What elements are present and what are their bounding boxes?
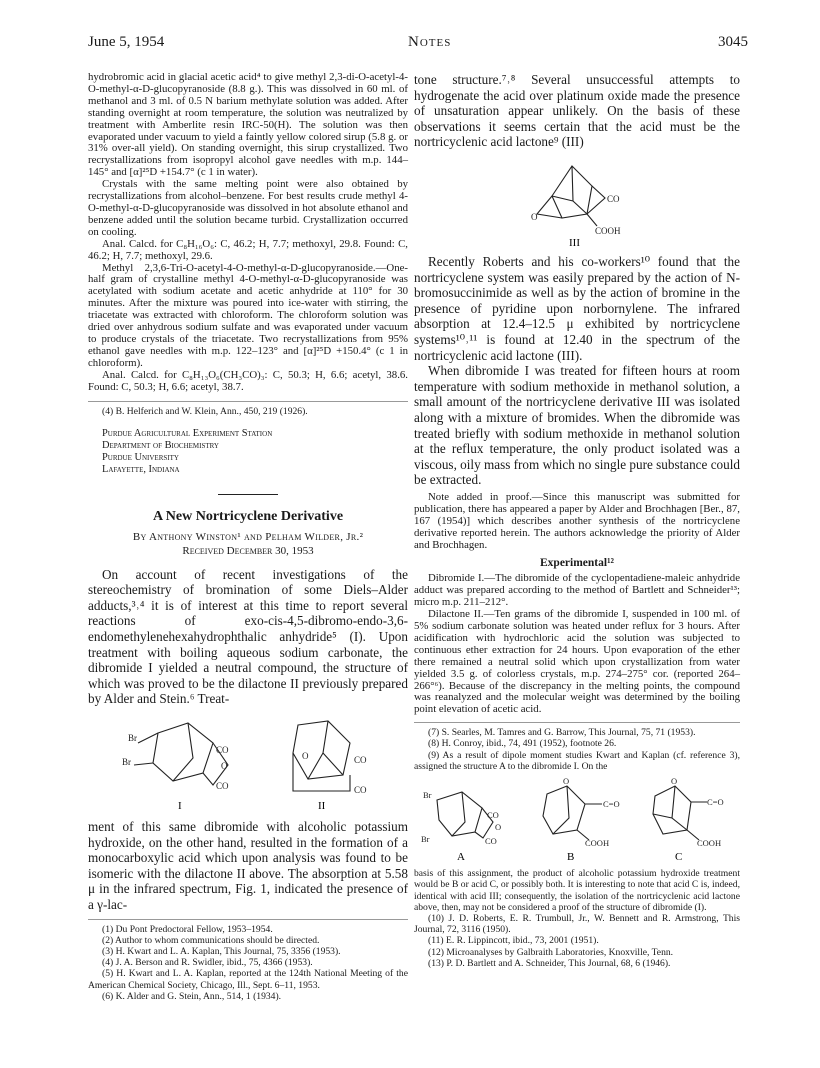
affiliation-line: Department of Biochemistry <box>102 439 219 451</box>
svg-text:O: O <box>495 822 502 833</box>
received-date: Received December 30, 1953 <box>182 544 314 557</box>
svg-text:COOH: COOH <box>585 838 610 849</box>
footnote: (10) J. D. Roberts, E. R. Trumbull, Jr., W. Bennett and R. Armstrong, This Journal, 72, 3116 (1950). <box>414 912 740 936</box>
svg-text:CO: CO <box>607 193 620 204</box>
analysis-paragraph: Anal. Calcd. for C₈H₁₃O₆(CH₃CO)₃: C, 50.3; H, 6.6; acetyl, 38.6. Found: C, 50.3; H, 6.6; acetyl, 38.7. <box>88 368 408 393</box>
footnote: (2) Author to whom communications should be directed. <box>102 934 320 946</box>
affiliation-line: Lafayette, Indiana <box>102 463 180 475</box>
footnote: (11) E. R. Lippincott, ibid., 73, 2001 (1951). <box>428 935 599 947</box>
svg-text:C=O: C=O <box>707 797 724 808</box>
experimental-heading: Experimental¹² <box>540 557 614 570</box>
svg-text:O: O <box>302 751 309 762</box>
svg-text:CO: CO <box>487 810 499 821</box>
affiliation-line: Purdue Agricultural Experiment Station <box>102 427 273 439</box>
structure-iii <box>507 156 647 248</box>
footnote: (8) H. Conroy, ibid., 74, 491 (1952), footnote 26. <box>428 738 617 750</box>
svg-text:O: O <box>221 761 228 772</box>
section-divider <box>218 494 278 495</box>
footnote: (7) S. Searles, M. Tamres and G. Barrow, This Journal, 75, 71 (1953). <box>428 727 696 739</box>
svg-text:COOH: COOH <box>697 838 722 849</box>
label-i: I <box>178 800 182 813</box>
issue-date: June 5, 1954 <box>88 34 165 50</box>
paragraph: Methyl 2,3,6-Tri-O-acetyl-4-O-methyl-α-D-glucopyranoside.—One-half gram of crystalline methyl 4-O-methyl-α-D-glucopyranoside was acetylated with sodium acetate and acetic anhydride at 110° for 30 minutes. After the mixture was poured into ice-water with stirring, the triacetate was extracted with chloroform. The chloroform solution was dried over anhydrous sodium sulfate and was evaporated under vacuum to produce crystals of the triacetate. Two recrystallizations from 95% ethanol gave needles with m.p. 122–123° and [α]²⁵D +150.4° (c 1 in chloroform). <box>88 261 408 369</box>
svg-text:CO: CO <box>216 745 229 756</box>
paragraph: hydrobromic acid in glacial acetic acid⁴ to give methyl 2,3-di-O-acetyl-4-O-methyl-α-D-glucopyranoside (8.8 g.). This was dissolved in 60 ml. of methanol and 3 ml. of 0.5 N barium methylate solution was added. After standing overnight at room temperature, the solution was neutralized by treatment with Amberlite resin IRC-50(H). The solution was then evaporated under vacuum to yield a faintly yellow colored sirup (5.8 g. or 31% over-all yield). On standing overnight, this sirup crystallized. Two recrystallizations from isopropyl alcohol gave needles with m.p. 144–145° and [α]²⁵D +154.7° (c 1 in water). <box>88 71 408 179</box>
footnote: (6) K. Alder and G. Stein, Ann., 514, 1 (1934). <box>102 990 282 1002</box>
svg-text:CO: CO <box>216 781 229 792</box>
footnote-rule <box>88 401 408 402</box>
page-header <box>88 34 748 54</box>
label-ii: II <box>318 800 326 813</box>
body-paragraph: When dibromide I was treated for fifteen hours at room temperature with sodium methoxide in methanol solution, a small amount of the nortricyclene derivative III was isolated along with a mixture of bromides. When the dibromide was treated briefly with sodium methoxide in methanol solution at the reflux temperature, the only product isolated was a viscous, oily mass from which no single pure substance could be extracted. <box>414 363 740 488</box>
footnote: (5) H. Kwart and L. A. Kaplan, reported at the 124th National Meeting of the American Chemical Society, Chicago, Ill., Sept. 6–11, 1953. <box>88 968 408 991</box>
article-authors: By Anthony Winston¹ and Pelham Wilder, Jr.² <box>132 530 364 543</box>
footnote: (4) J. A. Berson and R. Swidler, ibid., 75, 4366 (1953). <box>102 957 313 969</box>
footnote: basis of this assignment, the product of alcoholic potassium hydroxide treatment would be B or acid C, or possibly both. It is interesting to note that acid C is, indeed, identical with acid III; consequently, the isolation of the nortricyclenic acid lactone above, then, may not be considered a proof of the structure of dibromide (I). <box>414 868 740 913</box>
svg-text:COOH: COOH <box>595 225 621 236</box>
footnote-rule <box>88 919 408 920</box>
svg-text:O: O <box>671 778 678 787</box>
svg-text:Br: Br <box>423 790 432 801</box>
svg-text:CO: CO <box>354 755 367 766</box>
body-paragraph: On account of recent investigations of the stereochemistry of bromination of some Diels–Alder adducts,³˒⁴ it is of interest at this time to report several reactions of exo-cis-4,5-dibromo-endo-3,6-endomethylenehexahydrophthalic anhydride⁵ (I). Upon treatment with boiling aqueous sodium carbonate, the dibromide I yielded a neutral compound, the structure of which was proved to be the dilactone II previously prepared by Alder and Stein.⁶ Treat- <box>88 566 408 707</box>
footnote: (9) As a result of dipole moment studies Kwart and Kaplan (cf. reference 3), assigned the structure A to the dibromide I. On the <box>414 749 740 772</box>
svg-text:Br: Br <box>128 733 137 744</box>
label-a: A <box>457 851 465 863</box>
svg-text:O: O <box>563 778 570 787</box>
body-paragraph: tone structure.⁷˒⁸ Several unsuccessful attempts to hydrogenate the acid over platinum oxide made the presence of unsaturation appear unlikely. On the basis of these observations it seems certain that the acid must be the nortricyclenic acid lactone⁹ (III) <box>414 72 740 150</box>
body-paragraph: Recently Roberts and his co-workers¹⁰ found that the nortricyclene system was easily prepared by the action of N-bromosuccinimide as well as by the action of bromine in the presence of pyridine upon norbornylene. The infrared absorption at 12.4–12.5 μ exhibited by nortricyclene systems¹⁰˒¹¹ is found at 12.40 in the spectrum of the nortricyclenic acid lactone (III). <box>414 253 740 363</box>
affiliation-line: Purdue University <box>102 451 179 463</box>
paragraph: Crystals with the same melting point were also obtained by recrystallizations from alcohol–benzene. For best results crude methyl 4-O-methyl-α-D-glucopyranoside was dissolved in hot absolute ethanol and benzene added until the solution became turbid. Crystallization occurred on cooling. <box>88 178 408 238</box>
structures-a-b-c <box>417 778 737 862</box>
section-title: Notes <box>408 34 452 50</box>
note-added-in-proof: Note added in proof.—Since this manuscript was submitted for publication, there has appeared a paper by Alder and Brochhagen [Ber., 87, 167 (1954)] which describes another synthesis of the nortricyclene derivative reported herein. The authors acknowledge the priority of Alder and Brochhagen. <box>414 490 740 551</box>
body-paragraph: ment of this same dibromide with alcoholic potassium hydroxide, on the other hand, resulted in the formation of a monocarboxylic acid which upon analysis was found to be isomeric with the dilactone II above. The absorption at 5.58 μ in the infrared spectrum, Fig. 1, indicated the presence of a γ-lac- <box>88 819 408 912</box>
svg-text:C=O: C=O <box>603 799 620 810</box>
experimental-paragraph: Dibromide I.—The dibromide of the cyclopentadiene-maleic anhydride adduct was prepared according to the method of Bartlett and Schneider¹³; micro m.p. 211–212°. <box>414 572 740 609</box>
left-column <box>88 72 408 1002</box>
affiliation <box>102 428 408 476</box>
experimental-paragraph: Dilactone II.—Ten grams of the dibromide I, suspended in 100 ml. of 5% sodium carbonate solution was heated under reflux for 3 hours. After acidification with hydrochloric acid the solution was subjected to continuous ether extraction for 24 hours. Upon evaporation of the ether there remained a neutral solid which upon crystallization from water yielded 3.5 g. of colorless crystals, m.p. 274–275° cor. (reported 264–266°⁶). Because of the discrepancy in the melting points, the compound was reanalyzed and the molecular weight was determined by the boiling point elevation of acetic acid. <box>414 608 740 716</box>
label-b: B <box>567 851 575 863</box>
analysis-paragraph: Anal. Calcd. for C₈H₁₆O₆: C, 46.2; H, 7.7; methoxyl, 29.8. Found: C, 46.2; H, 7.7; methoxyl, 29.6. <box>88 237 408 262</box>
structures-i-ii <box>118 713 378 813</box>
footnote: (12) Microanalyses by Galbraith Laboratories, Knoxville, Tenn. <box>428 946 674 958</box>
footnote: (13) P. D. Bartlett and A. Schneider, This Journal, 68, 6 (1946). <box>428 957 671 969</box>
svg-text:CO: CO <box>485 836 497 847</box>
svg-text:CO: CO <box>354 785 367 796</box>
label-c: C <box>675 851 683 863</box>
label-iii: III <box>569 236 580 248</box>
svg-text:O: O <box>531 211 538 222</box>
footnote-rule <box>414 722 740 723</box>
right-column <box>414 72 740 969</box>
footnote: (3) H. Kwart and L. A. Kaplan, This Journal, 75, 3356 (1953). <box>102 945 341 957</box>
footnote: (4) B. Helferich and W. Klein, Ann., 450, 219 (1926). <box>102 406 308 418</box>
page-number: 3045 <box>718 34 748 50</box>
svg-text:Br: Br <box>122 757 131 768</box>
svg-text:Br: Br <box>421 834 430 845</box>
article-title: A New Nortricyclene Derivative <box>152 508 344 524</box>
footnote: (1) Du Pont Predoctoral Fellow, 1953–1954. <box>102 923 273 935</box>
